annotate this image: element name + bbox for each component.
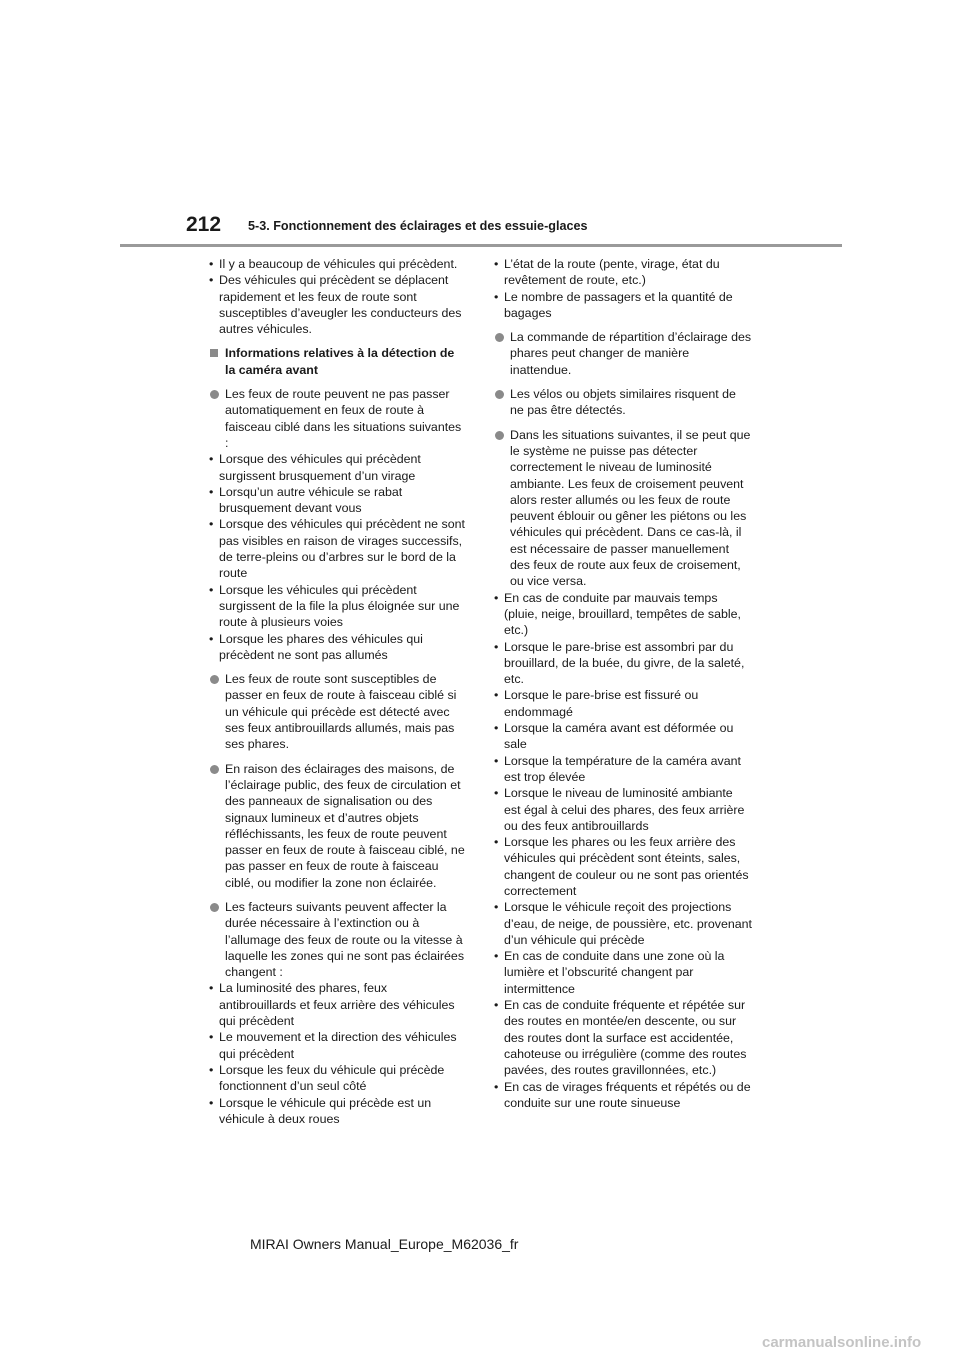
bullet-item: • Lorsque les phares des véhicules qui précèdent ne sont pas allumés [205,631,467,664]
circle-bullet-icon [210,765,219,774]
bullet-item: • Lorsque des véhicules qui précèdent surgissent brusquement d’un virage [205,451,467,484]
bullet-item: • Lorsque les phares ou les feux arrière des véhicules qui précèdent sont éteints, sales, changent de couleur ou ne sont pas orientés correctement [490,834,752,899]
bullet-item: • Il y a beaucoup de véhicules qui précèdent. [205,256,467,272]
bullet-item: • La luminosité des phares, feux antibrouillards et feux arrière des véhicules qui précèdent [205,980,467,1029]
info-item [490,427,752,1111]
left-column [205,256,467,1127]
bullet-item: • Lorsque la température de la caméra avant est trop élevée [490,753,752,786]
bullet-item: • Lorsque le niveau de luminosité ambiante est égal à celui des phares, des feux arrière ou des feux antibrouillards [490,785,752,834]
right-column [490,256,752,1111]
sub-bullet-list [205,980,467,1127]
info-item [205,761,467,891]
item-text: En raison des éclairages des maisons, de l’éclairage public, des feux de circulation et des panneaux de signalisation ou des signaux lumineux et d’autres objets réfléchissants, les feux de route peuvent passer en feux de route à faisceau ciblé, ne pas passer en feux de route à faisceau ciblé, ou modifier la zone non éclairée. [225,761,465,890]
bullet-item: • En cas de conduite fréquente et répétée sur des routes en montée/en descente, ou sur des routes dont la surface est accidentée, cahoteuse ou irrégulière (comme des routes pavées, des routes gravillonnées, etc.) [490,997,752,1078]
intro-bullet-list [205,256,467,337]
item-text: Les feux de route sont susceptibles de passer en feux de route à faisceau ciblé si un véhicule qui précède est détecté avec ses feux antibrouillards allumés, mais pas ses phares. [225,672,457,752]
circle-bullet-icon [495,390,504,399]
bullet-item: • Lorsque le pare-brise est assombri par du brouillard, de la buée, du givre, de la saleté, etc. [490,639,752,688]
bullet-item: • Des véhicules qui précèdent se déplacent rapidement et les feux de route sont susceptibles d’aveugler les conducteurs des autres véhicules. [205,272,467,337]
bullet-item: • Lorsque les feux du véhicule qui précède fonctionnent d’un seul côté [205,1062,467,1095]
bullet-item: • Le nombre de passagers et la quantité de bagages [490,289,752,322]
header-divider [120,244,842,247]
bullet-item: • Lorsque des véhicules qui précèdent ne sont pas visibles en raison de virages successifs, de terre-pleins ou d’arbres sur le bord de la route [205,516,467,581]
item-text: Les vélos ou objets similaires risquent de ne pas être détectés. [510,387,736,418]
page-number: 212 [186,213,222,236]
footer-text: MIRAI Owners Manual_Europe_M62036_fr [250,1236,519,1252]
bullet-item: • L’état de la route (pente, virage, état du revêtement de route, etc.) [490,256,752,289]
circle-bullet-icon [495,431,504,440]
circle-bullet-icon [210,903,219,912]
circle-bullet-icon [495,333,504,342]
item-text: Les feux de route peuvent ne pas passer automatiquement en feux de route à faisceau ciblé dans les situations suivantes : [225,387,462,450]
bullet-item: • Lorsque les véhicules qui précèdent surgissent de la file la plus éloignée sur une route à plusieurs voies [205,582,467,631]
bullet-item: • En cas de conduite par mauvais temps (pluie, neige, brouillard, tempêtes de sable, etc.) [490,590,752,639]
bullet-item: • Le mouvement et la direction des véhicules qui précèdent [205,1029,467,1062]
circle-bullet-icon [210,675,219,684]
bullet-item: • Lorsque la caméra avant est déformée ou sale [490,720,752,753]
circle-bullet-icon [210,390,219,399]
info-item [490,386,752,419]
sub-bullet-list [490,590,752,1112]
info-item [205,671,467,752]
sub-bullet-list [205,451,467,663]
bullet-item: • Lorsque le véhicule qui précède est un véhicule à deux roues [205,1095,467,1128]
watermark-link[interactable]: carmanualsonline.info [762,1334,922,1351]
section-heading [205,345,467,378]
bullet-item: • En cas de virages fréquents et répétés ou de conduite sur une route sinueuse [490,1079,752,1112]
square-bullet-icon [210,349,218,357]
intro-bullet-list [490,256,752,321]
bullet-item: • Lorsque le pare-brise est fissuré ou endommagé [490,687,752,720]
info-item [205,386,467,663]
item-text: Les facteurs suivants peuvent affecter la durée nécessaire à l’extinction ou à l’allumage des feux de route ou la vitesse à laquelle les zones qui ne sont pas éclairées changent : [225,899,465,980]
item-text: La commande de répartition d’éclairage des phares peut changer de manière inattendue. [510,330,752,377]
info-item [490,329,752,378]
chapter-title: 5-3. Fonctionnement des éclairages et des essuie-glaces [248,219,588,233]
item-text: Dans les situations suivantes, il se peut que le système ne puisse pas détecter correctement le niveau de luminosité ambiante. Les feux de croisement peuvent alors rester allumés ou les feux de route peuvent éblouir ou gêner les piétons ou les véhicules qui précèdent. Dans ce cas-là, il est nécessaire de passer manuellement des feux de route aux feux de croisement, ou vice versa. [510,427,751,589]
bullet-item: • Lorsqu’un autre véhicule se rabat brusquement devant vous [205,484,467,517]
section-title: Informations relatives à la détection de la caméra avant [225,346,455,377]
info-item [205,899,467,1127]
bullet-item: • Lorsque le véhicule reçoit des projections d’eau, de neige, de poussière, etc. provenant d’un véhicule qui précède [490,899,752,948]
bullet-item: • En cas de conduite dans une zone où la lumière et l’obscurité changent par intermittence [490,948,752,997]
